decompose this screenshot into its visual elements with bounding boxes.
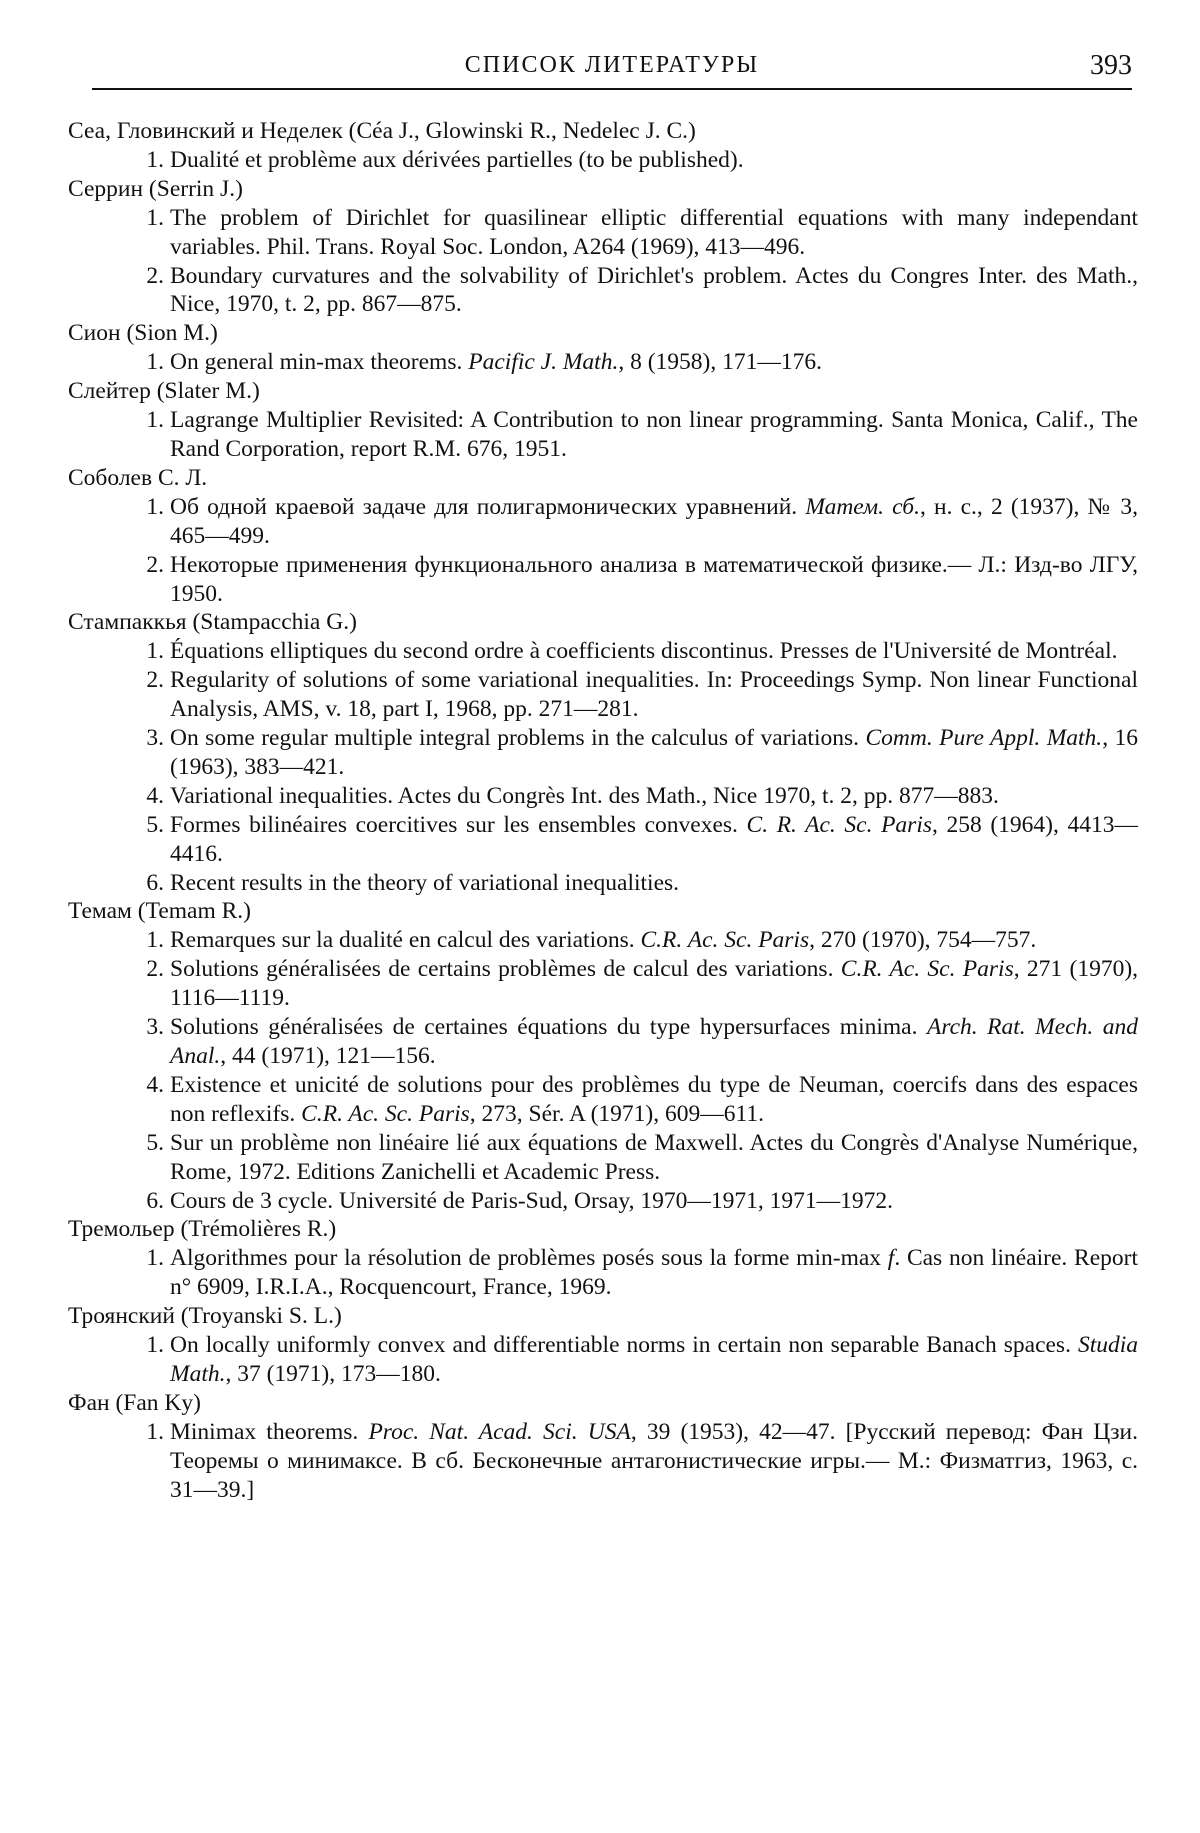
reference-entry: [58, 262, 1138, 320]
reference-entry: [58, 1418, 1138, 1505]
entry-citation: , 37 (1971), 173—180.: [225, 1360, 441, 1387]
entry-number: 5.: [146, 1129, 164, 1156]
entry-citation: , 270 (1970), 754—757.: [809, 927, 1037, 954]
journal-title: C.R. Ac. Sc. Paris: [840, 956, 1014, 983]
reference-entry: [58, 406, 1138, 464]
entry-citation: , н. с., 2 (1937), № 3, 465—499.: [170, 493, 1138, 549]
entry-citation: , 39 (1953), 42—47. [Русский перевод: Фан Цзи. Теоремы о минимаксе. В сб. Бесконечные антагонистические игры.— М.: Физматгиз, 1963, с. 31—39.]: [170, 1418, 1139, 1503]
entry-text: On general min-max theorems.: [170, 349, 463, 376]
entry-text: Об одной краевой задаче для полигармонических уравнений.: [170, 493, 798, 520]
reference-author: Сион (Sion M.): [68, 320, 218, 347]
reference-entry: [58, 1187, 1138, 1216]
reference-entry: [58, 493, 1138, 551]
reference-entry: [58, 666, 1138, 724]
reference-author: Соболев С. Л.: [68, 464, 208, 491]
reference-entry: [58, 782, 1138, 811]
entry-number: 1.: [146, 407, 164, 434]
entry-number: 1.: [146, 349, 164, 376]
entry-citation: , 16 (1963), 383—421.: [170, 725, 1139, 780]
entry-number: 1.: [146, 493, 164, 520]
reference-entry: [58, 869, 1138, 898]
entry-text: Regularity of solutions of some variational inequalities. In: Proceedings Symp. Non linear Functional Analysis, AMS, v. 18, part I, 1968, pp. 271—281.: [170, 667, 1138, 723]
journal-title: Pacific J. Math.: [468, 349, 619, 376]
reference-entry: [58, 1244, 1138, 1302]
journal-title: Матем. сб.: [805, 493, 920, 520]
entry-number: 3.: [146, 725, 164, 752]
entry-text: Recent results in the theory of variational inequalities.: [170, 869, 680, 896]
reference-author: Сеа, Гловинский и Неделек (Céa J., Glowinski R., Nedelec J. C.): [68, 118, 696, 144]
entry-text: Boundary curvatures and the solvability of Dirichlet's problem. Actes du Congres Inter. des Math., Nice, 1970, t. 2, pp. 867—875.: [170, 262, 1138, 318]
reference-author: Стампаккья (Stampacchia G.): [68, 609, 357, 636]
entry-citation: , 44 (1971), 121—156.: [220, 1043, 436, 1069]
entry-number: 1.: [146, 1245, 164, 1272]
entry-text: Équations elliptiques du second ordre à coefficients discontinus. Presses de l'Université de Montréal.: [170, 638, 1118, 665]
entry-number: 6.: [146, 1187, 164, 1214]
entry-number: 2.: [146, 551, 164, 578]
reference-entry: [58, 1129, 1138, 1187]
journal-title: C.R. Ac. Sc. Paris: [640, 927, 810, 954]
reference-entry: [58, 811, 1138, 869]
journal-title: C. R. Ac. Sc. Paris: [746, 811, 932, 838]
reference-entry: [58, 637, 1138, 666]
reference-entry: [58, 1331, 1138, 1389]
journal-title: Comm. Pure Appl. Math.: [865, 725, 1103, 752]
entry-number: 5.: [146, 811, 164, 838]
page-header: [92, 40, 1132, 90]
reference-author: Фан (Fan Ky): [68, 1389, 201, 1416]
reference-entry: [58, 955, 1138, 1013]
reference-entry: [58, 551, 1138, 609]
reference-list: [58, 117, 1138, 1505]
reference-author: Тремольер (Trémolières R.): [68, 1216, 337, 1243]
entry-number: 4.: [146, 782, 164, 809]
entry-text: Solutions généralisées de certaines équations du type hypersurfaces minima.: [170, 1014, 918, 1041]
entry-text: Variational inequalities. Actes du Congrès Int. des Math., Nice 1970, t. 2, pp. 877—883.: [170, 782, 999, 809]
journal-title: Arch. Rat. Mech. and Anal.: [170, 1014, 1138, 1069]
entry-text: Formes bilinéaires coercitives sur les ensembles convexes.: [170, 811, 738, 838]
journal-title: C.R. Ac. Sc. Paris: [301, 1100, 470, 1127]
entry-number: 3.: [146, 1014, 164, 1041]
reference-author: Слейтер (Slater M.): [68, 378, 260, 405]
entry-number: 1.: [146, 927, 164, 954]
running-title: СПИСОК ЛИТЕРАТУРЫ: [464, 52, 760, 78]
reference-entry: [58, 348, 1138, 377]
entry-number: 2.: [146, 667, 164, 694]
entry-number: 6.: [146, 869, 164, 896]
entry-text: Некоторые применения функционального анализа в математической физике.— Л.: Изд-во ЛГУ, 1950.: [170, 551, 1138, 607]
entry-number: 2.: [146, 262, 164, 289]
entry-number: 1.: [146, 1418, 164, 1445]
entry-text: Solutions généralisées de certains problèmes de calcul des variations.: [170, 956, 834, 983]
entry-text: Lagrange Multiplier Revisited: A Contribution to non linear programming. Santa Monica, Calif., The Rand Corporation, report R.M. 676, 1951.: [170, 407, 1138, 462]
header-rule: [92, 88, 1132, 90]
reference-entry: [58, 204, 1138, 262]
entry-text: Dualité et problème aux dérivées partielles (to be published).: [170, 146, 744, 173]
entry-text: Minimax theorems.: [170, 1418, 359, 1445]
entry-number: 2.: [146, 956, 164, 983]
reference-entry: [58, 724, 1138, 782]
entry-text: The problem of Dirichlet for quasilinear elliptic differential equations with many independant variables. Phil. Trans. Royal Soc. London, A264 (1969), 413—496.: [170, 204, 1138, 260]
entry-number: 1.: [146, 1332, 164, 1359]
journal-title: Studia Math.: [170, 1332, 1139, 1387]
page-number: 393: [1090, 50, 1132, 81]
journal-title: f: [887, 1245, 895, 1272]
entry-text: Algorithmes pour la résolution de problèmes posés sous la forme min-max: [170, 1245, 882, 1272]
entry-text: Sur un problème non linéaire lié aux équations de Maxwell. Actes du Congrès d'Analyse Numérique, Rome, 1972. Editions Zanichelli et Academic Press.: [170, 1129, 1138, 1185]
entry-text: Remarques sur la dualité en calcul des variations.: [170, 927, 635, 954]
reference-entry: [58, 926, 1138, 955]
entry-text: Cours de 3 cycle. Université de Paris-Sud, Orsay, 1970—1971, 1971—1972.: [170, 1187, 893, 1214]
entry-citation: , 273, Sér. A (1971), 609—611.: [469, 1100, 764, 1127]
entry-number: 1.: [146, 146, 164, 173]
entry-text: Existence et unicité de solutions pour des problèmes du type de Neuman, coercifs dans des espaces non reflexifs.: [170, 1071, 1138, 1127]
reference-entry: [58, 1071, 1138, 1129]
entry-citation: , 271 (1970), 1116—1119.: [170, 956, 1139, 1012]
entry-text: On some regular multiple integral problems in the calculus of variations.: [170, 725, 860, 752]
reference-author: Троянский (Troyanski S. L.): [68, 1303, 342, 1330]
entry-number: 1.: [146, 638, 164, 665]
entry-citation: . Cas non linéaire. Report n° 6909, I.R.I.A., Rocquencourt, France, 1969.: [170, 1245, 1139, 1301]
entry-text: On locally uniformly convex and differentiable norms in certain non separable Banach spaces.: [170, 1332, 1071, 1359]
reference-author: Серрин (Serrin J.): [68, 175, 243, 202]
journal-title: Proc. Nat. Acad. Sci. USA: [368, 1418, 631, 1445]
entry-number: 4.: [146, 1071, 164, 1098]
reference-entry: [58, 146, 1138, 175]
entry-citation: , 258 (1964), 4413—4416.: [170, 811, 1139, 867]
reference-entry: [58, 1013, 1138, 1071]
entry-number: 1.: [146, 204, 164, 231]
reference-author: Темам (Temam R.): [68, 898, 251, 925]
entry-citation: , 8 (1958), 171—176.: [618, 349, 822, 376]
